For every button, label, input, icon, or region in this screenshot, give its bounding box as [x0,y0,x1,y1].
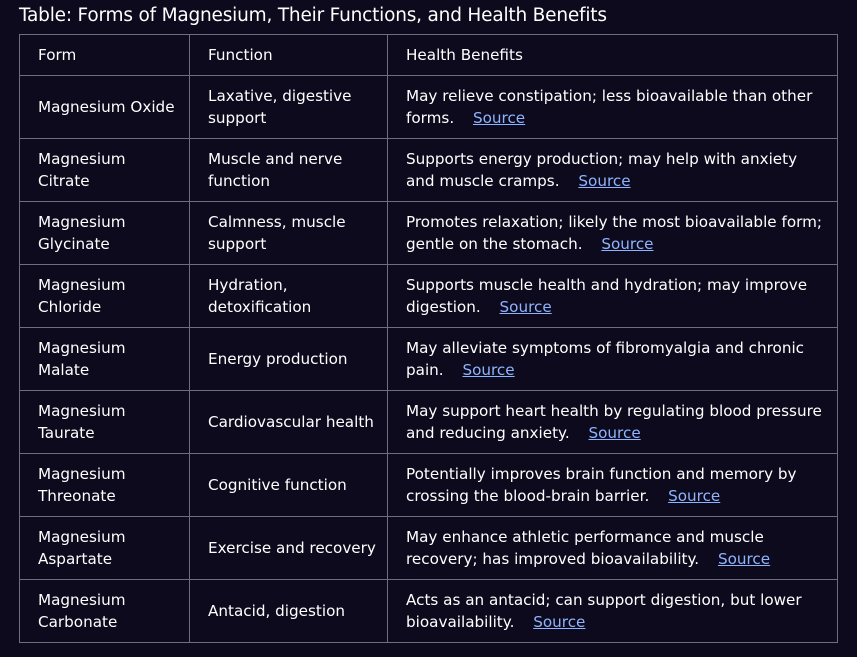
table-row [20,328,838,391]
health-benefits-cell [388,328,838,391]
form-cell: Magnesium Glycinate [20,202,190,265]
benefits-text: Promotes relaxation; likely the most bioavailable form; gentle on the stomach. [406,213,822,253]
source-link[interactable]: Source [588,424,641,442]
form-cell: Magnesium Chloride [20,265,190,328]
table-row [20,139,838,202]
function-cell: Cardiovascular health [190,391,388,454]
form-cell: Magnesium Oxide [20,76,190,139]
health-benefits-cell [388,76,838,139]
form-cell: Magnesium Malate [20,328,190,391]
source-link[interactable]: Source [533,613,586,631]
source-link[interactable]: Source [601,235,654,253]
magnesium-table [19,34,838,643]
benefits-text: May alleviate symptoms of fibromyalgia and chronic pain. [406,339,805,379]
header-form: Form [20,35,190,76]
table-row [20,580,838,643]
table-title: Table: Forms of Magnesium, Their Functions, and Health Benefits [19,5,607,26]
table-row [20,391,838,454]
benefits-text: Potentially improves brain function and memory by crossing the blood-brain barrier. [406,465,797,505]
function-cell: Antacid, digestion [190,580,388,643]
header-function: Function [190,35,388,76]
header-row [20,35,838,76]
table-row [20,517,838,580]
form-cell: Magnesium Taurate [20,391,190,454]
source-link[interactable]: Source [668,487,721,505]
benefits-text: May relieve constipation; less bioavailable than other forms. [406,87,813,127]
source-link[interactable]: Source [717,550,771,568]
benefits-text: Supports energy production; may help with anxiety and muscle cramps. [406,150,798,190]
form-cell: Magnesium Citrate [20,139,190,202]
health-benefits-cell [388,580,838,643]
table-row [20,454,838,517]
health-benefits-cell [388,517,838,580]
benefits-text: Supports muscle health and hydration; may improve digestion. [406,276,808,316]
benefits-text: Acts as an antacid; can support digestion, but lower bioavailability. [406,591,802,631]
form-cell: Magnesium Aspartate [20,517,190,580]
function-cell: Exercise and recovery [190,517,388,580]
benefits-text: May support heart health by regulating blood pressure and reducing anxiety. [406,402,822,442]
table-row [20,202,838,265]
source-link[interactable]: Source [499,298,552,316]
health-benefits-cell [388,454,838,517]
function-cell: Laxative, digestive support [190,76,388,139]
function-cell: Calmness, muscle support [190,202,388,265]
header-health-benefits: Health Benefits [388,35,838,76]
benefits-text: May enhance athletic performance and muscle recovery; has improved bioavailability. [406,528,764,568]
form-cell: Magnesium Carbonate [20,580,190,643]
form-cell: Magnesium Threonate [20,454,190,517]
function-cell: Energy production [190,328,388,391]
table-row [20,76,838,139]
health-benefits-cell [388,391,838,454]
health-benefits-cell [388,265,838,328]
source-link[interactable]: Source [578,172,631,190]
function-cell: Cognitive function [190,454,388,517]
source-link[interactable]: Source [472,109,526,127]
function-cell: Hydration, detoxification [190,265,388,328]
source-link[interactable]: Source [462,361,515,379]
health-benefits-cell [388,202,838,265]
table-row [20,265,838,328]
function-cell: Muscle and nerve function [190,139,388,202]
health-benefits-cell [388,139,838,202]
